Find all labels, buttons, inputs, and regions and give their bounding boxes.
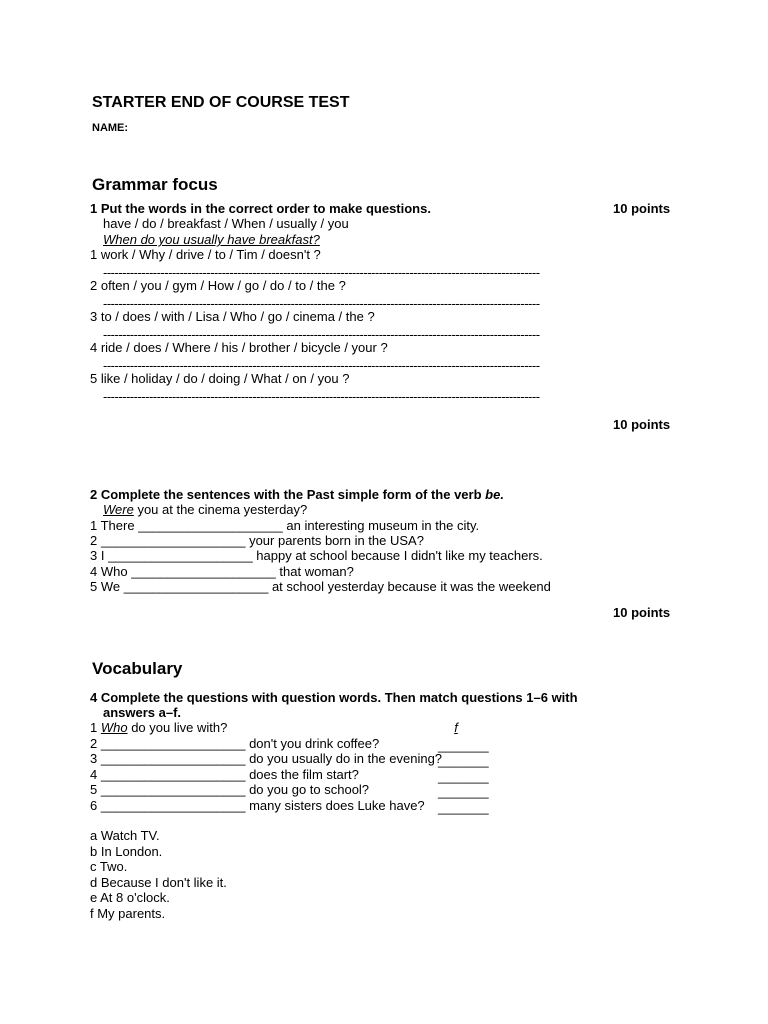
answer-line-1[interactable]: ------------------------------------------------------------------------------------------------------------------ [103,265,540,280]
item-number: 3 [90,751,101,766]
match-blank[interactable]: _______ [438,738,489,753]
item-number: 1 There [90,518,139,533]
ex4-instruction-line-1: 4 Complete the questions with question words. Then match questions 1–6 with [90,690,578,705]
answer-line-2[interactable]: ------------------------------------------------------------------------------------------------------------------ [103,296,540,311]
fill-blank[interactable]: ____________________ [131,564,276,579]
ex4-item-3 [90,751,442,767]
answer-b: b In London. [90,844,163,859]
ex2-instruction-verb: be. [485,487,504,502]
item-text: do you usually do in the evening? [245,751,443,766]
answer-d: d Because I don't like it. [90,875,227,890]
ex2-item-4 [90,564,354,580]
item-number: 6 [90,798,101,813]
ex2-instruction [90,487,504,503]
fill-blank[interactable]: ____________________ [100,736,246,751]
ex1-instruction: 1 Put the words in the correct order to make questions. [90,201,431,216]
ex4-item-2 [90,736,379,752]
answer-line-3[interactable]: ------------------------------------------------------------------------------------------------------------------ [103,327,540,342]
fill-blank[interactable]: ____________________ [138,518,283,533]
fill-blank[interactable]: ____________________ [100,767,246,782]
ex1-end-points: 10 points [613,417,671,432]
name-label: NAME: [92,122,129,134]
fill-blank[interactable]: ____________________ [100,782,246,797]
match-blank[interactable]: _______ [438,753,489,768]
ex4-instruction-line-2: answers a–f. [103,705,182,720]
ex4-item-6 [90,798,425,814]
answer-c: c Two. [90,859,128,874]
page-title: STARTER END OF COURSE TEST [92,94,350,111]
fill-blank[interactable]: ____________________ [108,548,253,563]
item-number: 2 [90,736,101,751]
item-text: at school yesterday because it was the weekend [268,579,551,594]
ex4-example-match: f [454,720,458,735]
item-number: 5 [90,782,101,797]
ex1-points: 10 points [613,201,671,216]
item-text: that woman? [275,564,354,579]
item-text: happy at school because I didn't like my teachers. [252,548,543,563]
item-number: 5 We [90,579,124,594]
answer-e: e At 8 o'clock. [90,890,170,905]
ex4-item-5 [90,782,369,798]
example-word: Who [100,720,128,735]
answer-a: a Watch TV. [90,828,160,843]
item-text: do you go to school? [245,782,370,797]
item-number: 2 [90,533,101,548]
ex2-example [103,502,307,518]
grammar-heading: Grammar focus [92,175,218,194]
item-number: 4 Who [90,564,132,579]
ex2-example-rest: you at the cinema yesterday? [133,502,308,517]
answer-line-4[interactable]: ------------------------------------------------------------------------------------------------------------------ [103,358,540,373]
ex2-item-3 [90,548,543,564]
ex1-item-3: 3 to / does / with / Lisa / Who / go / cinema / the ? [90,309,375,324]
item-number: 1 [90,720,101,735]
item-text: your parents born in the USA? [245,533,424,548]
item-text: do you live with? [127,720,228,735]
item-text: does the film start? [245,767,359,782]
ex4-example [90,720,227,736]
ex4-item-4 [90,767,359,783]
ex1-item-2: 2 often / you / gym / How / go / do / to / the ? [90,278,346,293]
ex2-points: 10 points [613,605,671,620]
item-text: many sisters does Luke have? [245,798,425,813]
ex1-example-answer: When do you usually have breakfast? [103,232,320,247]
ex1-item-4: 4 ride / does / Where / his / brother / bicycle / your ? [90,340,388,355]
ex2-instruction-text: 2 Complete the sentences with the Past simple form of the verb [90,487,486,502]
fill-blank[interactable]: ____________________ [100,798,246,813]
match-blank[interactable]: _______ [438,800,489,815]
fill-blank[interactable]: ____________________ [100,751,246,766]
vocabulary-heading: Vocabulary [92,659,183,678]
ex2-example-answer: Were [103,502,134,517]
match-blank[interactable]: _______ [438,769,489,784]
fill-blank[interactable]: ____________________ [123,579,269,594]
ex1-example-words: have / do / breakfast / When / usually / you [103,216,349,231]
ex1-item-1: 1 work / Why / drive / to / Tim / doesn't ? [90,247,321,262]
item-text: don't you drink coffee? [245,736,380,751]
ex2-item-1 [90,518,479,534]
answer-line-5[interactable]: ------------------------------------------------------------------------------------------------------------------ [103,389,540,404]
ex1-item-5: 5 like / holiday / do / doing / What / on / you ? [90,371,350,386]
item-text: an interesting museum in the city. [282,518,480,533]
match-blank[interactable]: _______ [438,784,489,799]
item-number: 3 I [90,548,109,563]
ex2-item-2 [90,533,424,549]
fill-blank[interactable]: ____________________ [100,533,246,548]
ex2-item-5 [90,579,551,595]
answer-f: f My parents. [90,906,166,921]
item-number: 4 [90,767,101,782]
